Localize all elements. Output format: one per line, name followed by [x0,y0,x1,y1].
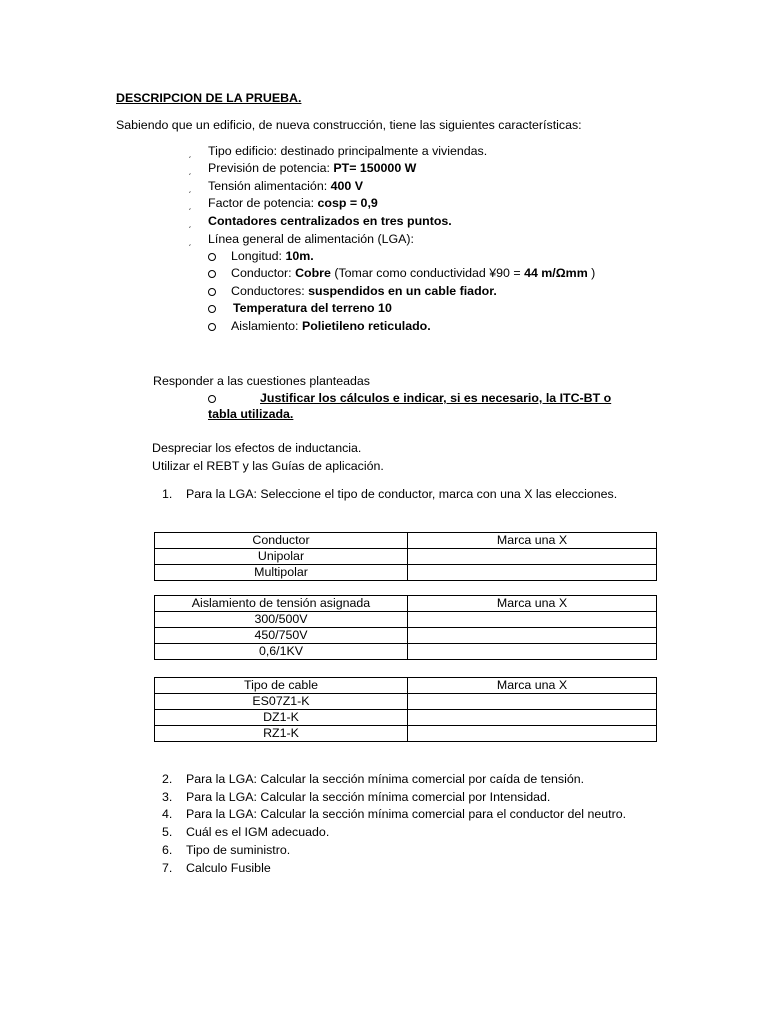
table-row [155,694,657,710]
question-text: Para la LGA: Calcular la sección mínima comercial por Intensidad. [186,790,551,804]
mark-cell[interactable] [408,549,657,565]
mark-cell[interactable] [408,710,657,726]
table-header-cell: Tipo de cable [155,678,408,694]
mark-cell[interactable] [408,726,657,742]
feature-item: Previsión de potencia: PT= 150000 W [208,161,417,175]
table-header-row [155,596,657,612]
circle-bullet-icon [208,253,216,261]
table-header-cell: Marca una X [408,533,657,549]
lga-temperatura: Temperatura del terreno 10 [233,301,392,315]
lga-conductor: Conductor: Cobre (Tomar como conductividad ¥90 = 44 m/Ωmm ) [231,266,596,280]
feature-item: Factor de potencia: cosp = 0,9 [208,196,378,210]
mark-cell[interactable] [408,644,657,660]
question-number: 5. [162,825,173,839]
mark-cell[interactable] [408,612,657,628]
feature-item: Línea general de alimentación (LGA): [208,232,414,246]
question-number: 3. [162,790,173,804]
tick-bullet-icon: ˏ [188,148,192,159]
mark-cell[interactable] [408,565,657,581]
table-row [155,644,657,660]
tick-bullet-icon: ˏ [188,200,192,211]
table-row [155,565,657,581]
tick-bullet-icon: ˏ [188,218,192,229]
question-text: Cuál es el IGM adecuado. [186,825,330,839]
table-option-cell: 450/750V [155,628,408,644]
utilizar-text: Utilizar el REBT y las Guías de aplicación. [152,459,384,473]
lga-conductores: Conductores: suspendidos en un cable fiador. [231,284,497,298]
question-text: Para la LGA: Calcular la sección mínima comercial para el conductor del neutro. [186,807,627,821]
question-1-number: 1. [162,487,173,501]
table-row [155,549,657,565]
table-option-cell: Multipolar [155,565,408,581]
lga-longitud: Longitud: 10m. [231,249,314,263]
question-number: 7. [162,861,173,875]
table-row [155,710,657,726]
table-option-cell: 300/500V [155,612,408,628]
circle-bullet-icon [208,395,216,403]
feature-item: Tipo edificio: destinado principalmente a viviendas. [208,144,488,158]
tick-bullet-icon: ˏ [188,236,192,247]
question-number: 6. [162,843,173,857]
table-row [155,726,657,742]
table-header-row [155,533,657,549]
question-text: Calculo Fusible [186,861,271,875]
question-number: 4. [162,807,173,821]
table-option-cell: DZ1-K [155,710,408,726]
table-header-cell: Marca una X [408,678,657,694]
circle-bullet-icon [208,305,216,313]
feature-item: Contadores centralizados en tres puntos. [208,214,452,228]
question-number: 2. [162,772,173,786]
lga-aislamiento: Aislamiento: Polietileno reticulado. [231,319,431,333]
mark-cell[interactable] [408,694,657,710]
justificar-line-1: Justificar los cálculos e indicar, si es necesario, la ITC-BT o [260,391,612,405]
table-option-cell: Unipolar [155,549,408,565]
question-text: Tipo de suministro. [186,843,291,857]
question-1-text: Para la LGA: Seleccione el tipo de conductor, marca con una X las elecciones. [186,487,618,501]
table-row [155,628,657,644]
table-option-cell: 0,6/1KV [155,644,408,660]
feature-item: Tensión alimentación: 400 V [208,179,363,193]
responder-text: Responder a las cuestiones planteadas [153,374,370,388]
justificar-line-2: tabla utilizada. [208,407,294,421]
table-row [155,612,657,628]
circle-bullet-icon [208,288,216,296]
conductor-table [154,532,657,581]
question-text: Para la LGA: Calcular la sección mínima comercial por caída de tensión. [186,772,585,786]
tick-bullet-icon: ˏ [188,183,192,194]
despreciar-text: Despreciar los efectos de inductancia. [152,441,362,455]
table-header-cell: Conductor [155,533,408,549]
table-option-cell: RZ1-K [155,726,408,742]
table-option-cell: ES07Z1-K [155,694,408,710]
circle-bullet-icon [208,270,216,278]
table-header-row [155,678,657,694]
tipo-cable-table [154,677,657,742]
document-title: DESCRIPCION DE LA PRUEBA. [116,91,302,105]
tick-bullet-icon: ˏ [188,165,192,176]
table-header-cell: Marca una X [408,596,657,612]
table-header-cell: Aislamiento de tensión asignada [155,596,408,612]
mark-cell[interactable] [408,628,657,644]
intro-text: Sabiendo que un edificio, de nueva construcción, tiene las siguientes características: [116,118,582,132]
aislamiento-table [154,595,657,660]
circle-bullet-icon [208,323,216,331]
